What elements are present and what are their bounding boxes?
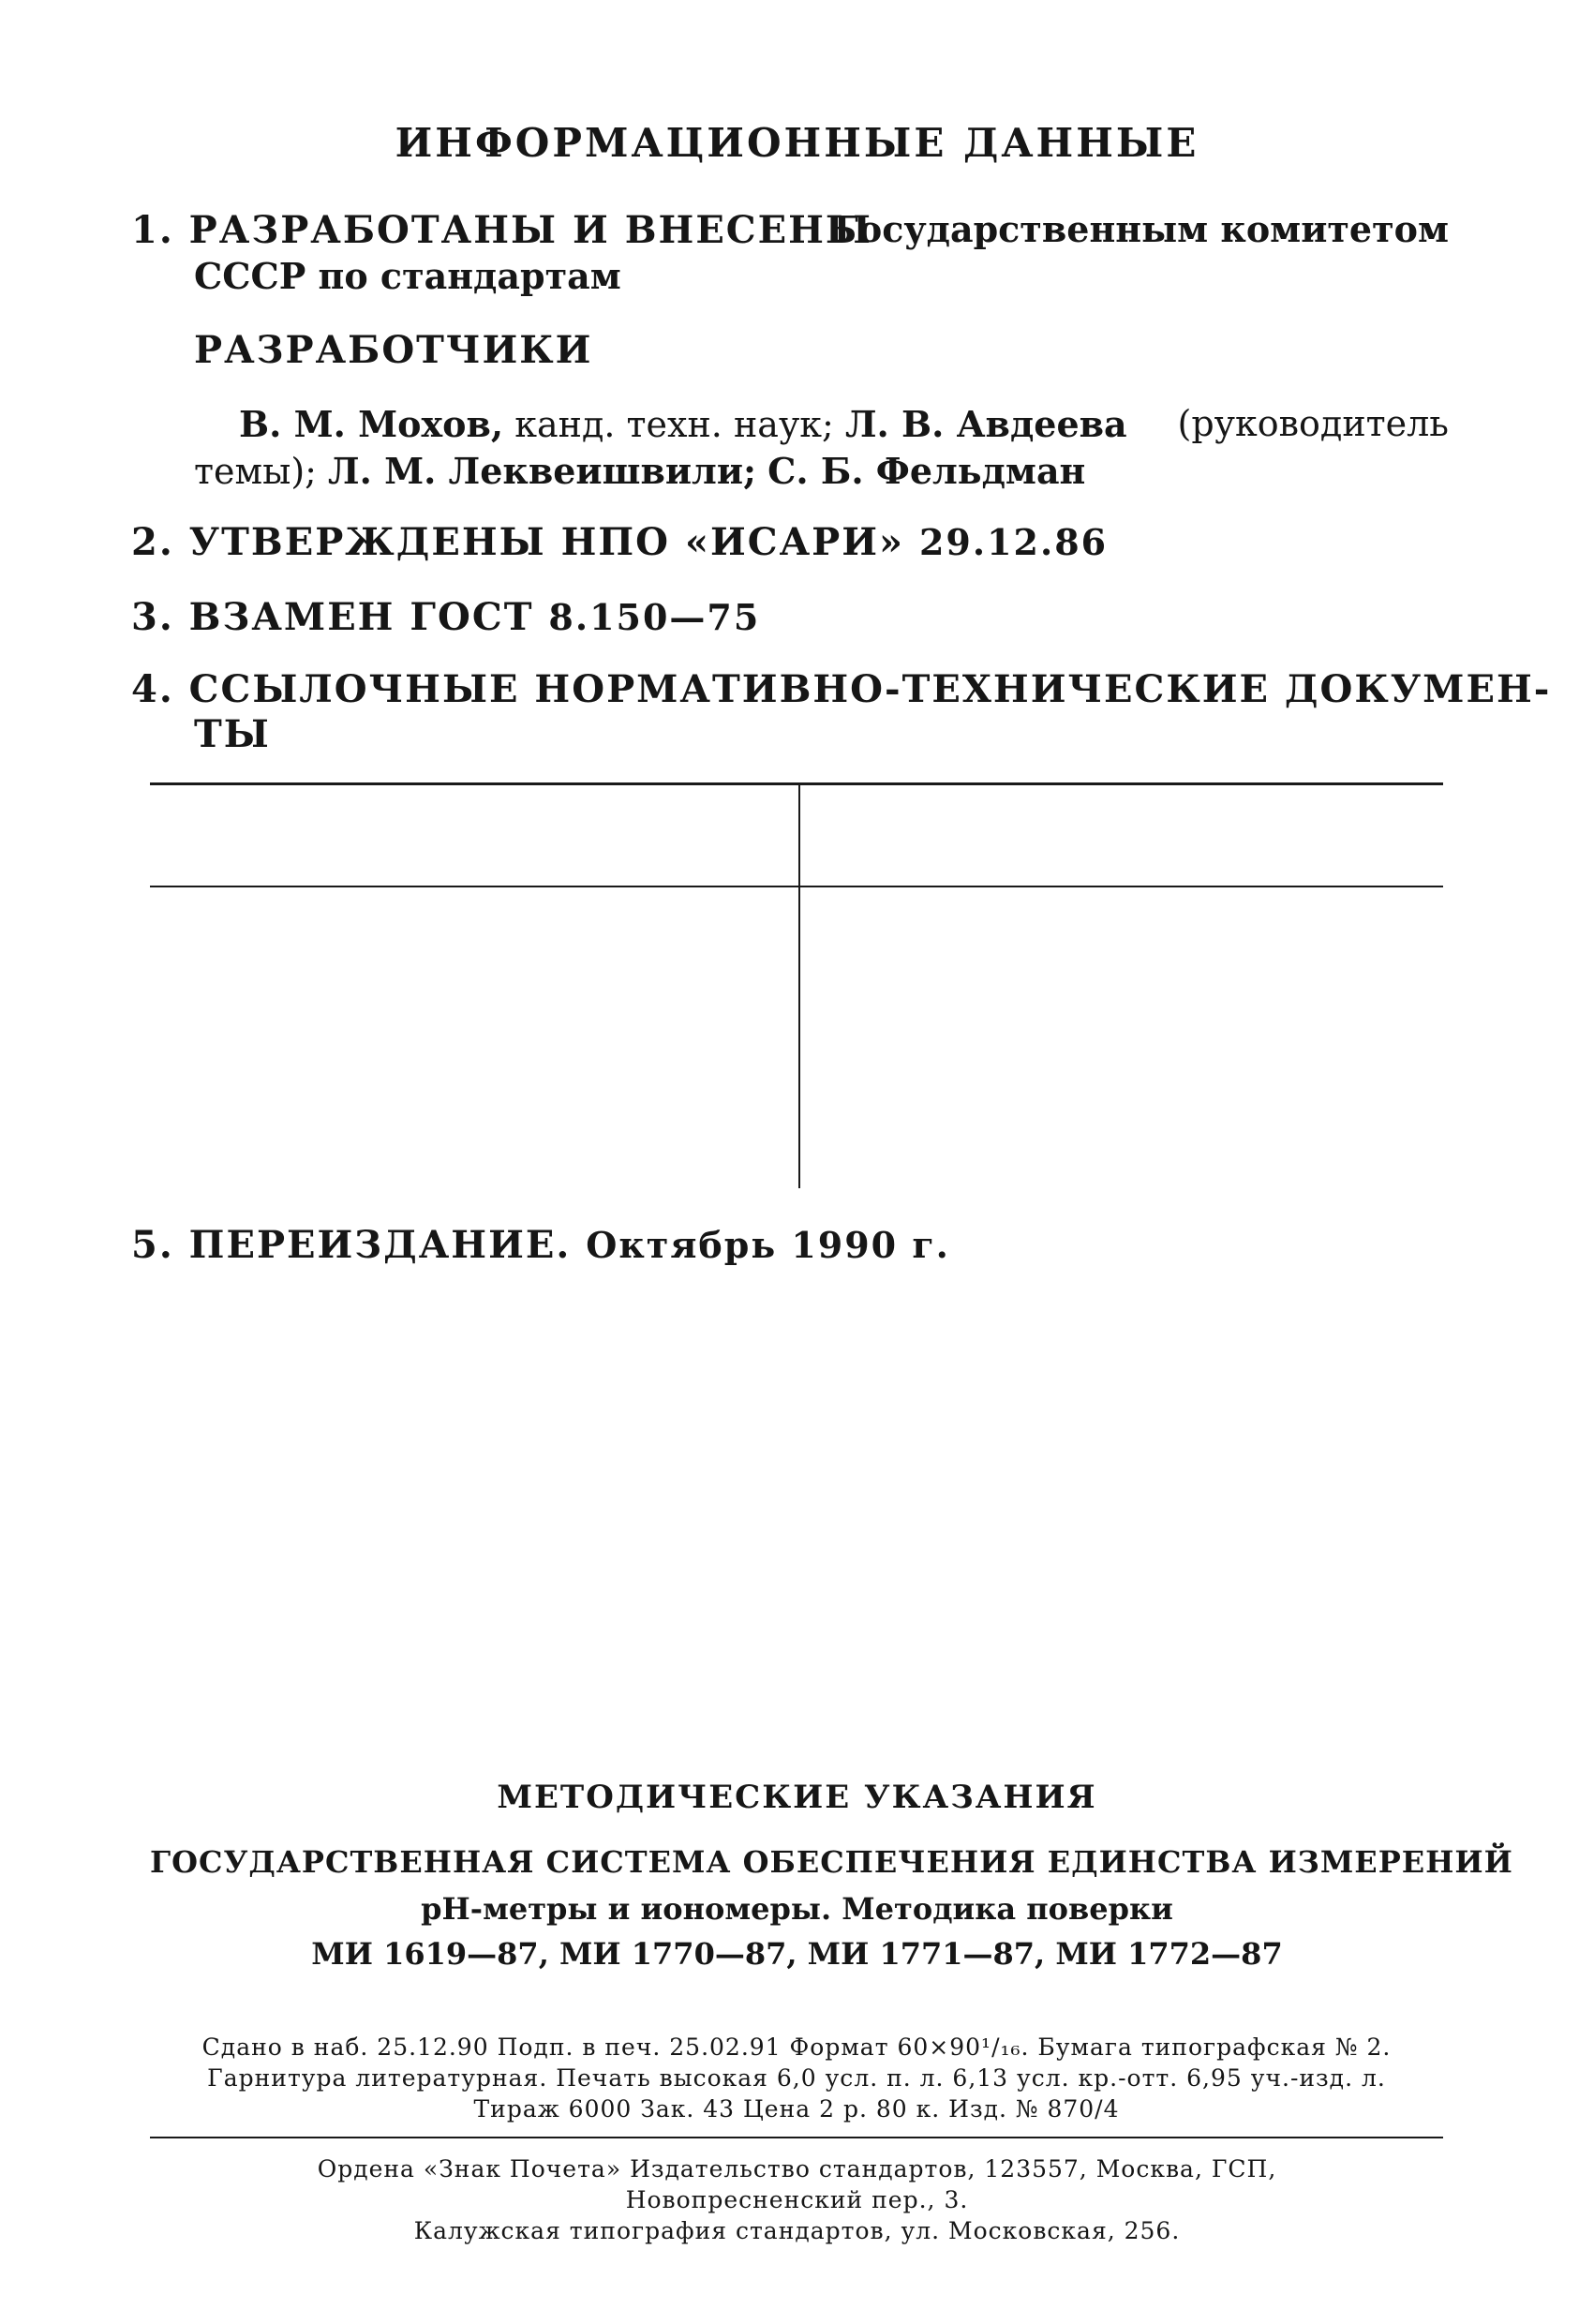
developers-line-1 — [239, 403, 1127, 445]
imprint-codes: МИ 1619—87, МИ 1770—87, МИ 1771—87, МИ 1772—87 — [311, 1936, 1283, 1972]
section-1-heading: 1. РАЗРАБОТАНЫ И ВНЕСЕНЫ — [131, 208, 872, 252]
developer-name: В. М. Мохов, — [239, 403, 504, 445]
section-2 — [131, 520, 1108, 564]
developer-name: С. Б. Фельдман — [767, 450, 1086, 492]
developer-role-part2: темы); — [194, 451, 317, 492]
section-4-heading-line2: ТЫ — [194, 712, 271, 756]
imprint-subtitle: рН-метры и иономеры. Методика поверки — [421, 1891, 1173, 1927]
publisher-line3: Калужская типография стандартов, ул. Московская, 256. — [413, 2217, 1181, 2244]
table-column-divider — [798, 785, 800, 1188]
section-1-org-line2: СССР по стандартам — [194, 255, 621, 297]
imprint-heading: МЕТОДИЧЕСКИЕ УКАЗАНИЯ — [497, 1779, 1097, 1816]
page-title: ИНФОРМАЦИОННЫЕ ДАННЫЕ — [395, 120, 1199, 166]
developers-heading: РАЗРАБОТЧИКИ — [194, 328, 593, 372]
section-3-heading: 3. ВЗАМЕН ГОСТ — [131, 595, 534, 639]
section-2-date: 29.12.86 — [918, 521, 1109, 563]
section-4-heading-line1: 4. ССЫЛОЧНЫЕ НОРМАТИВНО-ТЕХНИЧЕСКИЕ ДОКУМЕН- — [131, 667, 1552, 711]
section-2-heading: 2. УТВЕРЖДЕНЫ НПО «ИСАРИ» — [131, 520, 905, 564]
imprint-series: ГОСУДАРСТВЕННАЯ СИСТЕМА ОБЕСПЕЧЕНИЯ ЕДИНСТВА ИЗМЕРЕНИЙ — [150, 1844, 1513, 1880]
section-3-value: 8.150—75 — [548, 596, 761, 638]
print-details-line2: Гарнитура литературная. Печать высокая 6,0 усл. п. л. 6,13 усл. кр.-отт. 6,95 уч.-изд. л. — [207, 2064, 1386, 2092]
print-details-line1: Сдано в наб. 25.12.90 Подп. в печ. 25.02.91 Формат 60×90¹/₁₆. Бумага типографская № 2. — [201, 2034, 1392, 2061]
table-header-rule — [150, 886, 1443, 887]
table-top-rule — [150, 782, 1443, 785]
publisher-line2: Новопресненский пер., 3. — [625, 2186, 969, 2213]
section-3 — [131, 595, 760, 639]
publisher-line1: Ордена «Знак Почета» Издательство стандартов, 123557, Москва, ГСП, — [317, 2155, 1277, 2182]
section-5-heading: 5. ПЕРЕИЗДАНИЕ. — [131, 1223, 572, 1267]
developer-role-part1: (руководитель — [1177, 403, 1449, 444]
imprint-divider — [150, 2137, 1443, 2138]
section-5 — [131, 1223, 950, 1267]
developer-degree: канд. техн. наук; — [514, 404, 834, 445]
section-1-org-line1: Государственным комитетом — [833, 208, 1449, 250]
developers-line-2 — [194, 450, 1085, 492]
print-details-line3: Тираж 6000 Зак. 43 Цена 2 р. 80 к. Изд. № 870/4 — [473, 2095, 1120, 2123]
developer-name: Л. М. Леквеишвили; — [328, 450, 757, 492]
developer-name: Л. В. Авдеева — [844, 403, 1127, 445]
section-5-value: Октябрь 1990 г. — [586, 1224, 950, 1266]
